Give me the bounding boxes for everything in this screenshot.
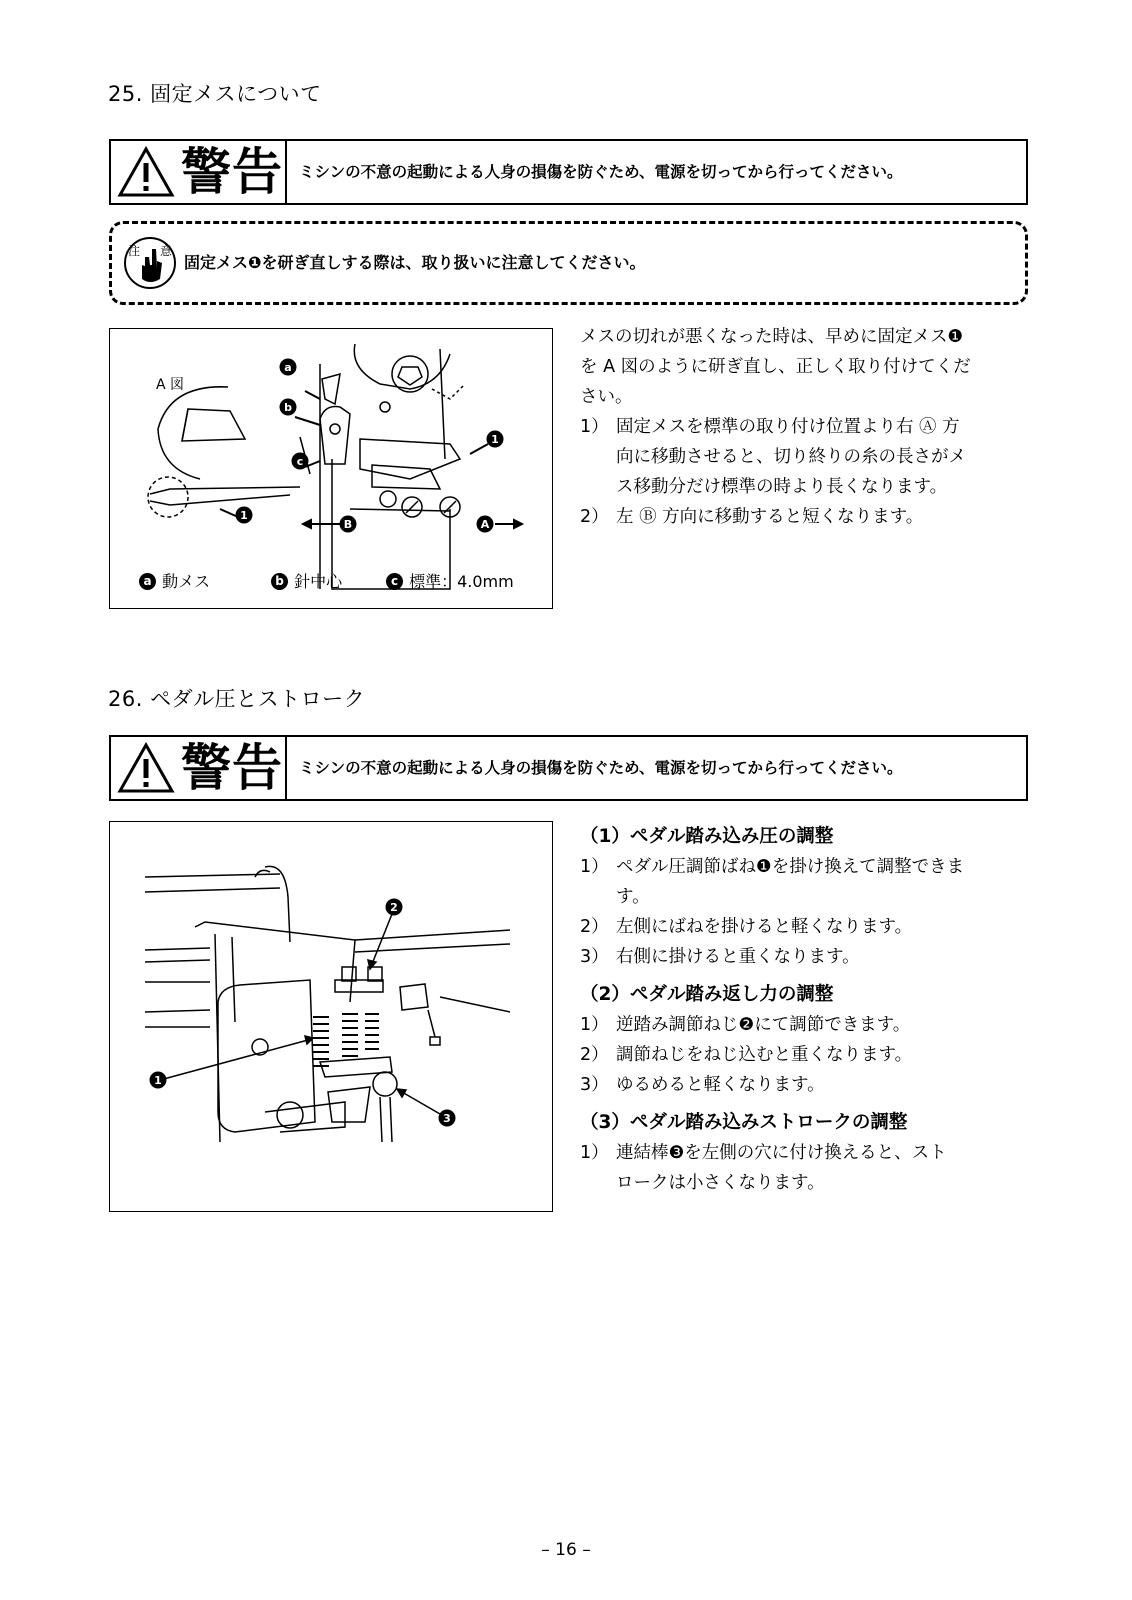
s26-sub1-i1-b: す。 xyxy=(616,887,650,907)
section-25-body xyxy=(580,322,1025,532)
fig25-caption-c: c 標準：4.0mm xyxy=(385,569,514,592)
s26-sub2-i1: 逆踏み調節ねじ❷にて調節できます。 xyxy=(616,1015,911,1035)
figure-pedal-pressure xyxy=(109,821,553,1212)
figure-fixed-knife xyxy=(109,328,553,609)
s26-sub2-i1-num: 1） xyxy=(580,1015,609,1035)
section-26-title: 26. ペダル圧とストローク xyxy=(108,687,366,711)
s26-sub1-i2-num: 2） xyxy=(580,917,609,937)
warning-triangle-icon xyxy=(117,146,175,198)
warning-label xyxy=(111,737,287,799)
section-25-title: 25. 固定メスについて xyxy=(108,82,322,106)
fig25-label-c: c xyxy=(296,455,304,468)
s26-sub3-i1-a: 連結棒❸を左側の穴に付け換えると、スト xyxy=(616,1143,947,1163)
fig26-label-3: 3 xyxy=(443,1112,451,1125)
fig25-label-1: 1 xyxy=(491,433,499,446)
caution-text: 固定メス❶を研ぎ直しする際は、取り扱いに注意してください。 xyxy=(184,253,646,272)
s25-item1-line3: ス移動分だけ標準の時より長くなります。 xyxy=(616,477,948,497)
warning-word: 警告 xyxy=(181,142,283,201)
fixed-knife-diagram xyxy=(110,329,551,607)
pedal-mechanism-diagram xyxy=(110,822,551,1210)
fig25-label-B: B xyxy=(343,518,353,531)
s25-item2-num: 2） xyxy=(580,507,609,527)
page-number: – 16 – xyxy=(541,1540,591,1560)
s26-sub1-i1-num: 1） xyxy=(580,857,609,877)
s26-sub1-i2: 左側にばねを掛けると軽くなります。 xyxy=(616,917,913,937)
s26-sub1-i1-a: ペダル圧調節ばね❶を掛け換えて調整できま xyxy=(616,857,965,877)
s25-item1-num: 1） xyxy=(580,417,609,437)
s25-item1-line2: 向に移動させると、切り終りの糸の長さがメ xyxy=(616,447,966,467)
s26-sub2-i3-num: 3） xyxy=(580,1075,609,1095)
fig25-label-a: a xyxy=(284,361,292,374)
s26-sub1-i3: 右側に掛けると重くなります。 xyxy=(616,947,860,967)
section-26-body xyxy=(580,822,1025,1198)
warning-text: ミシンの不意の起動による人身の損傷を防ぐため、電源を切ってから行ってください。 xyxy=(299,759,903,777)
s25-intro-line1: メスの切れが悪くなった時は、早めに固定メス❶ xyxy=(580,327,964,347)
s25-intro-line3: さい。 xyxy=(580,387,633,407)
s25-intro-line2: を A 図のように研ぎ直し、正しく取り付けてくだ xyxy=(580,357,971,377)
warning-box-26 xyxy=(109,735,1028,801)
s26-sub2-i2-num: 2） xyxy=(580,1045,609,1065)
s26-sub3-i1-num: 1） xyxy=(580,1143,609,1163)
s26-sub3-i1-b: ロークは小さくなります。 xyxy=(616,1173,825,1193)
caution-badge-top: 注 xyxy=(128,244,141,258)
warning-label xyxy=(111,141,287,203)
fig25-caption-a: a 動メス xyxy=(138,569,210,592)
fig25-label-A: A xyxy=(480,518,490,531)
s26-sub2-i2: 調節ねじをねじ込むと重くなります。 xyxy=(616,1045,913,1065)
caution-badge-right: 意 xyxy=(160,244,173,258)
fig25-caption-b: b 針中心 xyxy=(270,569,342,592)
fig25-label-b: b xyxy=(284,401,292,414)
s25-item1-line1: 固定メスを標準の取り付け位置より右 Ⓐ 方 xyxy=(616,417,960,437)
fig25-label-1b: 1 xyxy=(240,509,248,522)
fig26-label-1: 1 xyxy=(154,1074,162,1087)
s26-sub1-heading: （1）ペダル踏み込み圧の調整 xyxy=(580,826,834,847)
caution-box xyxy=(109,221,1028,305)
s25-item2-line1: 左 Ⓑ 方向に移動すると短くなります。 xyxy=(616,507,924,527)
warning-triangle-icon xyxy=(117,742,175,794)
caution-hand-icon xyxy=(122,235,178,291)
warning-word: 警告 xyxy=(181,738,283,797)
s26-sub2-i3: ゆるめると軽くなります。 xyxy=(616,1075,825,1095)
warning-box-25 xyxy=(109,139,1028,205)
s26-sub3-heading: （3）ペダル踏み込みストロークの調整 xyxy=(580,1112,908,1133)
s26-sub2-heading: （2）ペダル踏み返し力の調整 xyxy=(580,984,834,1005)
fig26-label-2: 2 xyxy=(390,901,398,914)
fig25-a-fig-label: A 図 xyxy=(156,377,185,393)
warning-text: ミシンの不意の起動による人身の損傷を防ぐため、電源を切ってから行ってください。 xyxy=(299,163,903,181)
s26-sub1-i3-num: 3） xyxy=(580,947,609,967)
